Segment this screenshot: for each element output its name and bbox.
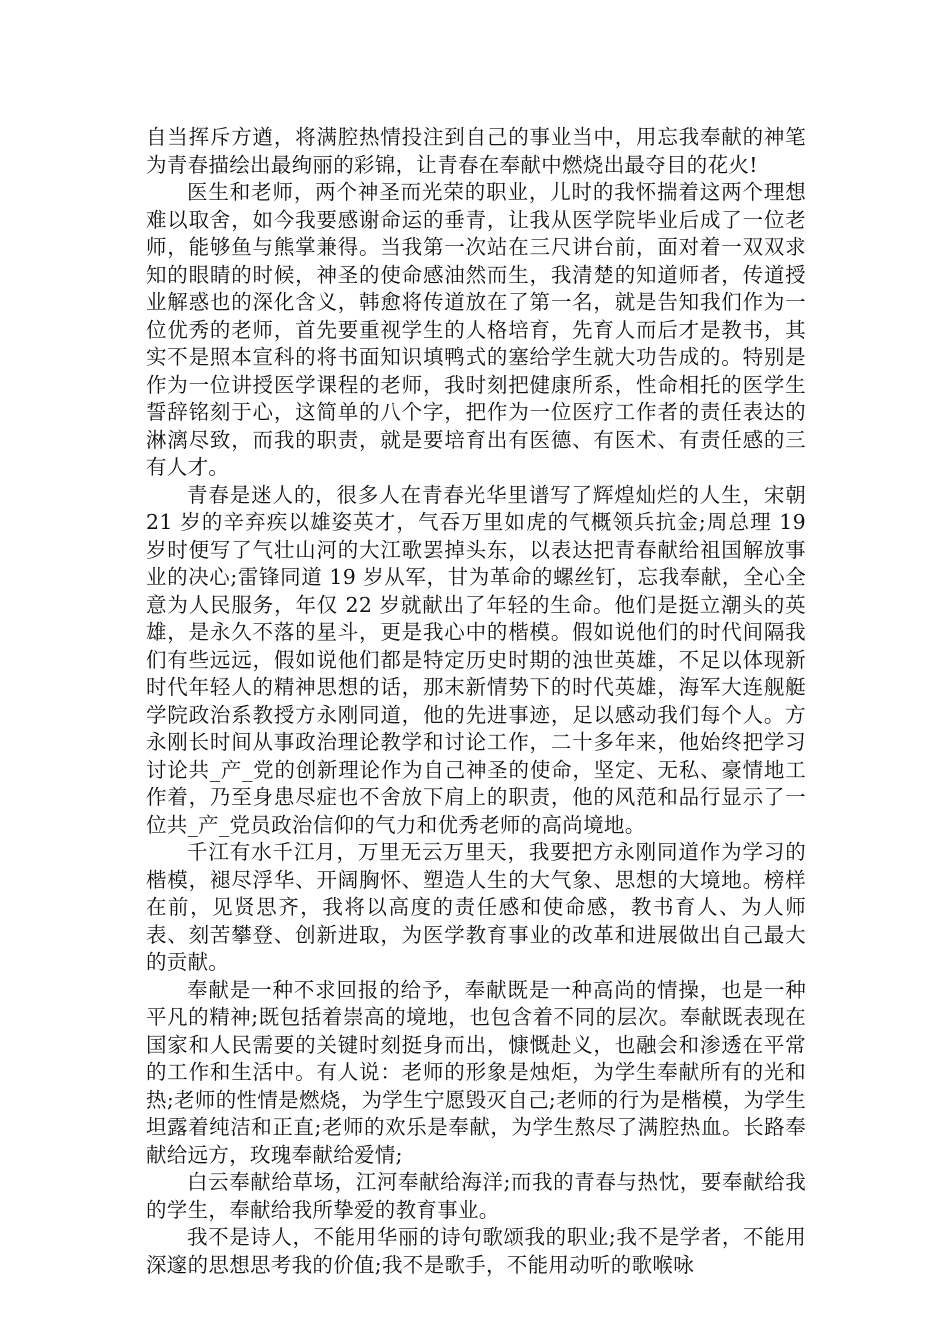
paragraph-6: 白云奉献给草场，江河奉献给海洋;而我的青春与热忱，要奉献给我的学生，奉献给我所挚爱的教育事业。 — [146, 1170, 806, 1222]
paragraph-7: 我不是诗人，不能用华丽的诗句歌颂我的职业;我不是学者，不能用深邃的思想思考我的价值;我不是歌手，不能用动听的歌喉咏 — [146, 1225, 806, 1277]
paragraph-1: 自当挥斥方遒，将满腔热情投注到自己的事业当中，用忘我奉献的神笔为青春描绘出最绚丽的彩锦，让青春在奉献中燃烧出最夺目的花火! — [146, 125, 806, 177]
paragraph-4: 千江有水千江月，万里无云万里天，我要把方永刚同道作为学习的楷模，褪尽浮华、开阔胸怀、塑造人生的大气象、思想的大境地。榜样在前，见贤思齐，我将以高度的责任感和使命感，教书育人、为人师表、刻苦攀登、创新进取，为医学教育事业的改革和进展做出自己最大的贡献。 — [146, 840, 806, 974]
paragraph-5: 奉献是一种不求回报的给予，奉献既是一种高尚的情操，也是一种平凡的精神;既包括着崇高的境地，也包含着不同的层次。奉献既表现在国家和人民需要的关键时刻挺身而出，慷慨赴义，也融会和渗透在平常的工作和生活中。有人说：老师的形象是烛炬，为学生奉献所有的光和热;老师的性情是燃烧，为学生宁愿毁灭自己;老师的行为是楷模，为学生坦露着纯洁和正直;老师的欢乐是奉献，为学生熬尽了满腔热血。长路奉献给远方，玫瑰奉献给爱情; — [146, 977, 806, 1167]
paragraph-2: 医生和老师，两个神圣而光荣的职业，儿时的我怀揣着这两个理想难以取舍，如今我要感谢命运的垂青，让我从医学院毕业后成了一位老师，能够鱼与熊掌兼得。当我第一次站在三尺讲台前，面对着一双双求知的眼睛的时候，神圣的使命感油然而生，我清楚的知道师者，传道授业解惑也的深化含义，韩愈将传道放在了第一名，就是告知我们作为一位优秀的老师，首先要重视学生的人格培育，先育人而后才是教书，其实不是照本宣科的将书面知识填鸭式的塞给学生就大功告成的。特别是作为一位讲授医学课程的老师，我时刻把健康所系，性命相托的医学生誓辞铭刻于心，这简单的八个字，把作为一位医疗工作者的责任表达的淋漓尽致，而我的职责，就是要培育出有医德、有医术、有责任感的三有人才。 — [146, 180, 806, 479]
document-body — [146, 124, 806, 1279]
paragraph-3: 青春是迷人的，很多人在青春光华里谱写了辉煌灿烂的人生，宋朝 21 岁的辛弃疾以雄姿英才，气吞万里如虎的气概领兵抗金;周总理 19 岁时便写了气壮山河的大江歌罢掉头东，以表达把青春献给祖国解放事业的决心;雷锋同道 19 岁从军，甘为革命的螺丝钉，忘我奉献，全心全意为人民服务，年仅 22 岁就献出了年轻的生命。他们是挺立潮头的英雄，是永久不落的星斗，更是我心中的楷模。假如说他们的时代间隔我们有些远远，假如说他们都是特定历史时期的浊世英雄，不足以体现新时代年轻人的精神思想的话，那末新情势下的时代英雄，海军大连舰艇学院政治系教授方永刚同道，他的先进事迹，足以感动我们每个人。方永刚长时间从事政治理论教学和讨论工作，二十多年来，他始终把学习讨论共_产_党的创新理论作为自己神圣的使命，坚定、无私、豪情地工作着，乃至身患尽症也不舍放下肩上的职责，他的风范和品行显示了一位共_产_党员政治信仰的气力和优秀老师的高尚境地。 — [146, 482, 806, 837]
